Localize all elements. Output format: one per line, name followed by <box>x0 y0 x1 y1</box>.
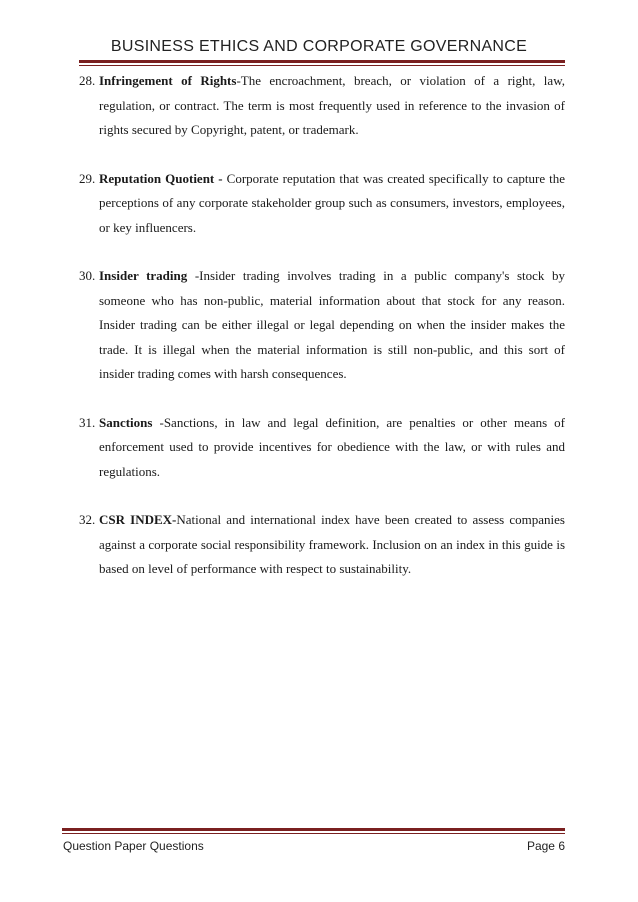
item-term: CSR INDEX- <box>99 512 177 527</box>
header-rule <box>79 60 565 63</box>
footer-rule-thin <box>62 833 565 834</box>
item-number: 30. <box>79 268 96 283</box>
header-rule-thin <box>79 65 565 66</box>
item-number: 32. <box>79 512 96 527</box>
item-number: 31. <box>79 414 96 430</box>
item-separator: - <box>187 268 200 283</box>
item-number: 29. <box>79 170 96 186</box>
glossary-item <box>79 411 565 485</box>
item-text: The encroachment, breach, or violation of a right, law, regulation, or contract. The term is most frequently used in reference to the invasion of rights secured by Copyright, patent, or trademark. <box>99 73 565 137</box>
item-separator: - <box>236 73 241 88</box>
glossary-item <box>79 167 565 241</box>
item-body <box>99 69 565 143</box>
item-text: Corporate reputation that was created specifically to capture the perceptions of any corporate stakeholder group such as consumers, investors, employees, or key influencers. <box>99 170 566 235</box>
item-term: Insider trading <box>99 268 188 283</box>
item-body <box>99 411 565 485</box>
item-body <box>99 167 565 241</box>
item-separator: - <box>152 414 164 430</box>
item-body <box>99 264 565 387</box>
glossary-item <box>79 264 565 387</box>
item-text: Sanctions, in law and legal definition, are penalties or other means of enforcement used to provide incentives for obedience with the law, or with rules and regulations. <box>99 414 565 479</box>
footer-rule <box>62 828 565 831</box>
item-term: Reputation Quotient - <box>99 170 223 186</box>
footer-page-number: Page 6 <box>526 839 565 853</box>
item-text: Insider trading involves trading in a public company's stock by someone who has non-public, material information about that stock for any reason. Insider trading can be either illegal or legal depending on when the insider makes the trade. It is illegal when the material information is still non-public, and this sort of insider trading comes with harsh consequences. <box>99 268 565 381</box>
item-body <box>99 508 565 582</box>
glossary-item <box>79 69 565 143</box>
item-term: Sanctions <box>99 414 153 430</box>
glossary-list <box>79 69 565 606</box>
header-title: BUSINESS ETHICS AND CORPORATE GOVERNANCE <box>110 38 528 55</box>
item-text: National and international index have been created to assess companies against a corporate social responsibility framework. Inclusion on an index in this guide is based on level of performance with respect to sustainability. <box>99 512 565 576</box>
footer-doc-title: Question Paper Questions <box>63 839 204 853</box>
item-term: Infringement of Rights <box>99 73 237 88</box>
glossary-item <box>79 508 565 582</box>
item-number: 28. <box>79 73 96 88</box>
